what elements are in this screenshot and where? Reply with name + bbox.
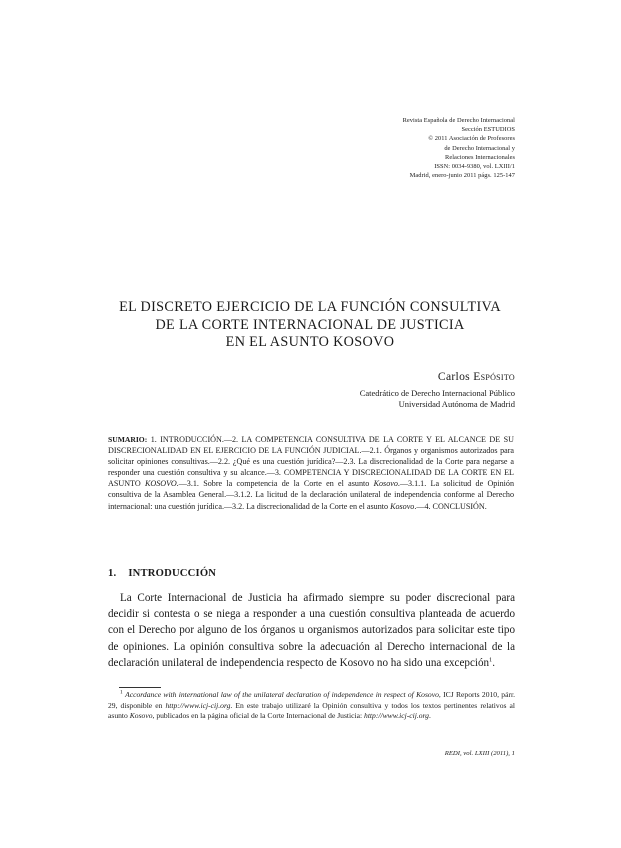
summary-label: SUMARIO: (108, 435, 148, 444)
header-section: Sección ESTUDIOS (461, 126, 515, 134)
body-paragraph-end: . (492, 656, 496, 669)
page-footer: REDI, vol. LXIII (2011), 1 (444, 750, 515, 757)
summary-kosovo-1: KOSOVO (144, 479, 177, 489)
footnote-case-title: Accordance with international law of the unilateral declaration of independence in respect of Kosovo, (125, 690, 441, 699)
footnote-text-3: , publicados en la página oficial de la Corte Internacional de Justicia: (152, 711, 365, 721)
header-pages: Madrid, enero-junio 2011 págs. 125-147 (409, 172, 515, 180)
footnote-kosovo: Kosovo (129, 711, 153, 721)
author-first-name: Carlos (437, 370, 470, 383)
header-issn: ISSN: 0034-9380, vol. LXIII/1 (434, 163, 515, 171)
footnote-text-1: ICJ Reports 2010, párr. 29, disponible en (108, 690, 515, 710)
footnote-link-2[interactable]: http://www.icj-cij.org (364, 711, 429, 721)
section-heading (108, 568, 216, 579)
author-block (360, 370, 515, 411)
footnote-link-1[interactable]: http://www.icj-cij.org (165, 700, 231, 710)
header-copyright-cont-1: de Derecho Internacional y (444, 144, 515, 152)
footnote-separator (119, 687, 161, 688)
footnote-reference[interactable]: 1 (489, 656, 493, 664)
summary-text-1: 1. INTRODUCCIÓN.—2. LA COMPETENCIA CONSULTIVA DE LA CORTE Y EL ALCANCE DE SU DISCRECIONALIDAD EN EL EJERCICIO DE LA FUNCIÓN JUDICIAL.—2.1. Órganos y organismos autorizados para solicitar opiniones consultivas.—2.2. ¿Qué es una cuestión jurídica?—2.3. La discrecionalidad de la Corte para negarse a responder una cuestión consultiva y su alcance.—3. COMPETENCIA Y DISCRECIONALIDAD DE LA CORTE EN EL ASUNTO (108, 435, 514, 489)
header-copyright: © 2011 Asociación de Profesores (428, 135, 515, 143)
summary-kosovo-3: Kosovo (390, 501, 415, 511)
body-paragraph (108, 590, 515, 671)
title-line-3: EN EL ASUNTO KOSOVO (225, 334, 395, 351)
summary-text-3: .—3.1.1. La solicitud de Opinión consultiva de la Asamblea General.—3.1.2. La licitud de la declaración unilateral de independencia conforme al Derecho internacional: una cuestión jurídica.—3.2. La discrecionalidad de la Corte en el asunto (108, 479, 514, 511)
summary-kosovo-2: Kosovo (373, 479, 398, 489)
header-copyright-cont-2: Relaciones Internacionales (445, 153, 515, 161)
summary-text-4: .—4. CONCLUSIÓN. (414, 501, 487, 511)
body-paragraph-text: La Corte Internacional de Justicia ha afirmado siempre su poder discrecional para decidir si contesta o se niega a responder a una cuestión consultiva planteada de acuerdo con el Derecho por alguno de los órganos u organismos autorizados para solicitar este tipo de opiniones. La opinión consultiva sobre la adecuación al Derecho internacional de la declaración unilateral de independencia respecto de Kosovo no ha sido una excepción (108, 592, 515, 669)
footnote-marker: 1 (120, 689, 123, 696)
article-title (100, 299, 520, 352)
author-name (360, 370, 515, 384)
summary-block (108, 434, 514, 512)
section-number: 1. (108, 568, 117, 579)
journal-header (403, 116, 515, 180)
summary-text-2: .—3.1. Sobre la competencia de la Corte en el asunto (176, 479, 374, 489)
author-last-name: Espósito (473, 370, 515, 383)
footnote-text-4: . (428, 711, 431, 721)
title-line-1: EL DISCRETO EJERCICIO DE LA FUNCIÓN CONSULTIVA (119, 299, 501, 315)
title-line-2: DE LA CORTE INTERNACIONAL DE JUSTICIA (155, 316, 465, 333)
header-journal-name: Revista Española de Derecho Internacional (402, 117, 515, 124)
footnote-text-2: . En este trabajo utilizaré la Opinión consultiva y todos los textos pertinentes relativos al asunto (108, 700, 515, 721)
author-affiliation-university: Universidad Autónoma de Madrid (398, 399, 515, 410)
section-title: INTRODUCCIÓN (128, 568, 217, 579)
author-affiliation-position: Catedrático de Derecho Internacional Público (359, 388, 515, 398)
footnote (108, 690, 515, 722)
